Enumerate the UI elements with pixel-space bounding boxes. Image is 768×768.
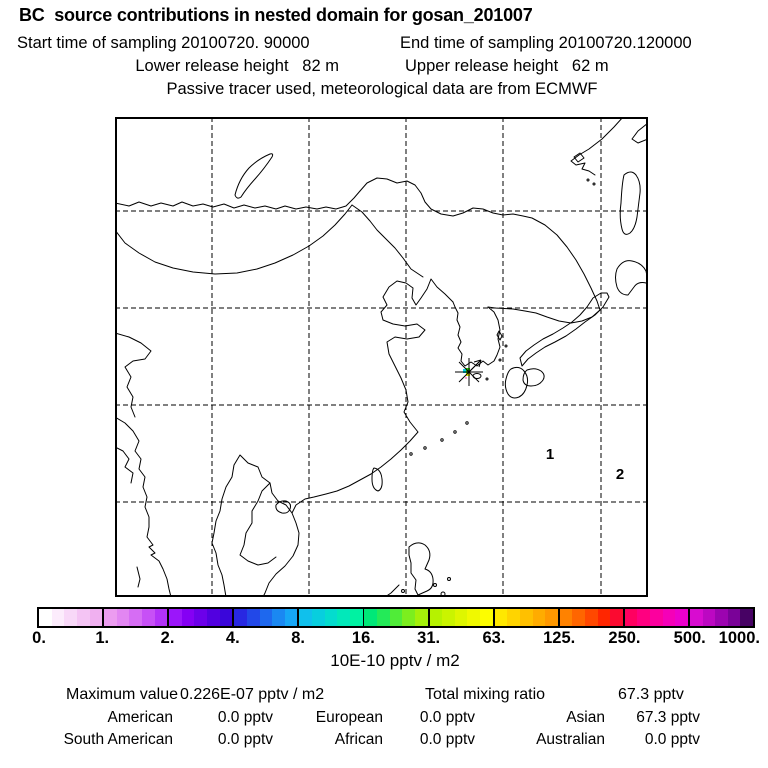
colorbar-cell	[377, 609, 390, 626]
hainan	[276, 501, 291, 513]
region-value: 0.0 pptv	[217, 731, 273, 748]
colorbar-cell	[77, 609, 90, 626]
map-svg	[115, 117, 648, 597]
region-value: 0.0 pptv	[644, 731, 700, 748]
end-time-text: End time of sampling 20100720.120000	[400, 34, 692, 52]
total-mixing-ratio-label: Total mixing ratio	[425, 686, 546, 703]
colorbar-cell	[64, 609, 77, 626]
bangladesh-border	[115, 447, 133, 483]
colorbar-cell	[390, 609, 403, 626]
region-label-2: 2	[615, 466, 625, 483]
colorbar-segment	[39, 609, 104, 626]
colorbar-cell	[610, 609, 623, 626]
colorbar-cell	[598, 609, 611, 626]
region-label-1: 1	[545, 446, 555, 463]
colorbar-tick-label: 250.	[608, 629, 641, 647]
colorbar-cell	[495, 609, 508, 626]
colorbar-cell	[520, 609, 533, 626]
region-label: European	[315, 709, 383, 726]
taiwan	[372, 468, 382, 491]
colorbar-cell	[442, 609, 455, 626]
map-panel	[115, 117, 648, 597]
lake-baikal	[235, 154, 273, 198]
colorbar-cell	[507, 609, 520, 626]
region-stats-table	[38, 709, 700, 753]
colorbar-tick-label: 8.	[291, 629, 305, 647]
colorbar-units: 10E-10 pptv / m2	[330, 651, 460, 670]
colorbar-cell	[142, 609, 155, 626]
indochina-border-1	[212, 455, 292, 597]
colorbar-cell	[182, 609, 195, 626]
indochina-border-2	[240, 483, 276, 565]
colorbar-segment	[364, 609, 429, 626]
plume-pixel-pink	[465, 377, 467, 379]
colorbar-cell	[260, 609, 273, 626]
colorbar-cell	[625, 609, 638, 626]
colorbar-segment	[234, 609, 299, 626]
colorbar-cell	[312, 609, 325, 626]
colorbar-segment	[625, 609, 690, 626]
region-value: 0.0 pptv	[217, 709, 273, 726]
colorbar-cell	[39, 609, 52, 626]
colorbar-tick-label: 31.	[417, 629, 441, 647]
colorbar-cell	[560, 609, 573, 626]
colorbar-tick-label: 1000.	[718, 629, 760, 647]
colorbar-ticks	[32, 629, 760, 647]
shikoku	[523, 369, 544, 386]
okhotsk-cape	[571, 117, 623, 175]
china-coast	[263, 279, 453, 597]
sampling-site-marker	[455, 358, 483, 386]
hokkaido	[616, 261, 649, 295]
myanmar-coast	[115, 417, 171, 597]
colorbar-cell	[350, 609, 363, 626]
colorbar-cell	[675, 609, 688, 626]
colorbar-segment	[430, 609, 495, 626]
colorbar-cell	[247, 609, 260, 626]
region-value: 0.0 pptv	[419, 709, 475, 726]
region-stats-row	[38, 709, 700, 731]
colorbar-cell	[715, 609, 728, 626]
colorbar-cell	[740, 609, 753, 626]
lower-release-text: Lower release height 82 m	[135, 57, 339, 75]
colorbar-cell	[194, 609, 207, 626]
amur-okhotsk-coast	[360, 178, 600, 323]
himalaya-border	[115, 333, 151, 417]
region-label: African	[334, 731, 383, 748]
colorbar-segment	[495, 609, 560, 626]
colorbar-cell	[663, 609, 676, 626]
colorbar-cell	[728, 609, 741, 626]
graticule	[115, 117, 648, 597]
colorbar-tick-label: 500.	[673, 629, 706, 647]
mongolia-border	[115, 205, 352, 274]
colorbar-tick-label: 1.	[95, 629, 110, 647]
maximum-value-label: Maximum value	[66, 686, 179, 703]
colorbar-cell	[234, 609, 247, 626]
colorbar-tick-label: 2.	[160, 629, 175, 647]
colorbar-cell	[637, 609, 650, 626]
figure-title: BC source contributions in nested domain for gosan_201007	[19, 5, 533, 25]
colorbar-cell	[207, 609, 220, 626]
honshu	[520, 293, 609, 366]
sakhalin	[620, 172, 640, 234]
colorbar-segment	[560, 609, 625, 626]
coastlines	[115, 117, 648, 597]
colorbar-cell	[169, 609, 182, 626]
colorbar-cell	[272, 609, 285, 626]
colorbar-cell	[52, 609, 65, 626]
colorbar-cell	[650, 609, 663, 626]
region-label: Australian	[536, 731, 605, 748]
korea-peninsula	[453, 302, 500, 366]
region-label: Asian	[566, 709, 605, 726]
colorbar-cell	[480, 609, 493, 626]
release-height-row	[0, 57, 744, 76]
colorbar-cell	[455, 609, 468, 626]
colorbar-cell	[703, 609, 716, 626]
colorbar-cell	[285, 609, 298, 626]
colorbar-tick-label: 0.	[32, 629, 46, 647]
star-icon	[455, 358, 483, 386]
colorbar-cell	[545, 609, 558, 626]
colorbar-cell	[337, 609, 350, 626]
stats-summary-row	[0, 686, 768, 706]
colorbar-cell	[467, 609, 480, 626]
colorbar-cell	[117, 609, 130, 626]
colorbar-cell	[533, 609, 546, 626]
colorbar-cell	[585, 609, 598, 626]
northeast-corner-coast	[632, 123, 648, 143]
colorbar-cell	[572, 609, 585, 626]
tracer-note-text: Passive tracer used, meteorological data are from ECMWF	[166, 80, 598, 98]
region-value: 0.0 pptv	[419, 731, 475, 748]
colorbar-cell	[402, 609, 415, 626]
colorbar-tick-label: 63.	[482, 629, 506, 647]
colorbar-cell	[364, 609, 377, 626]
colorbar-tick-label: 125.	[543, 629, 576, 647]
colorbar-segment	[169, 609, 234, 626]
colorbar-cell	[690, 609, 703, 626]
luzon	[409, 543, 433, 595]
colorbar-cell	[415, 609, 428, 626]
manchuria-border	[352, 205, 423, 277]
colorbar-segment	[690, 609, 753, 626]
colorbar-cell	[90, 609, 103, 626]
colorbar-cell	[220, 609, 233, 626]
russia-border	[115, 191, 360, 209]
colorbar-cell	[104, 609, 117, 626]
colorbar-cell	[299, 609, 312, 626]
maximum-value: 0.226E-07 pptv / m2	[180, 686, 325, 703]
region-stats-row	[38, 731, 700, 753]
colorbar-segment	[104, 609, 169, 626]
region-value: 67.3 pptv	[636, 709, 700, 726]
start-time-text: Start time of sampling 20100720. 90000	[17, 34, 310, 52]
region-label: American	[107, 709, 173, 726]
colorbar-cell	[155, 609, 168, 626]
upper-release-text: Upper release height 62 m	[405, 57, 609, 75]
total-mixing-ratio-value: 67.3 pptv	[618, 686, 684, 703]
colorbar-cell	[430, 609, 443, 626]
region-label: South American	[63, 731, 173, 748]
colorbar	[37, 607, 755, 628]
colorbar-segment	[299, 609, 364, 626]
colorbar-cell	[325, 609, 338, 626]
colorbar-tick-label: 4.	[225, 629, 240, 647]
map-frame	[116, 118, 647, 596]
colorbar-tick-label: 16.	[351, 629, 375, 647]
colorbar-cell	[129, 609, 142, 626]
